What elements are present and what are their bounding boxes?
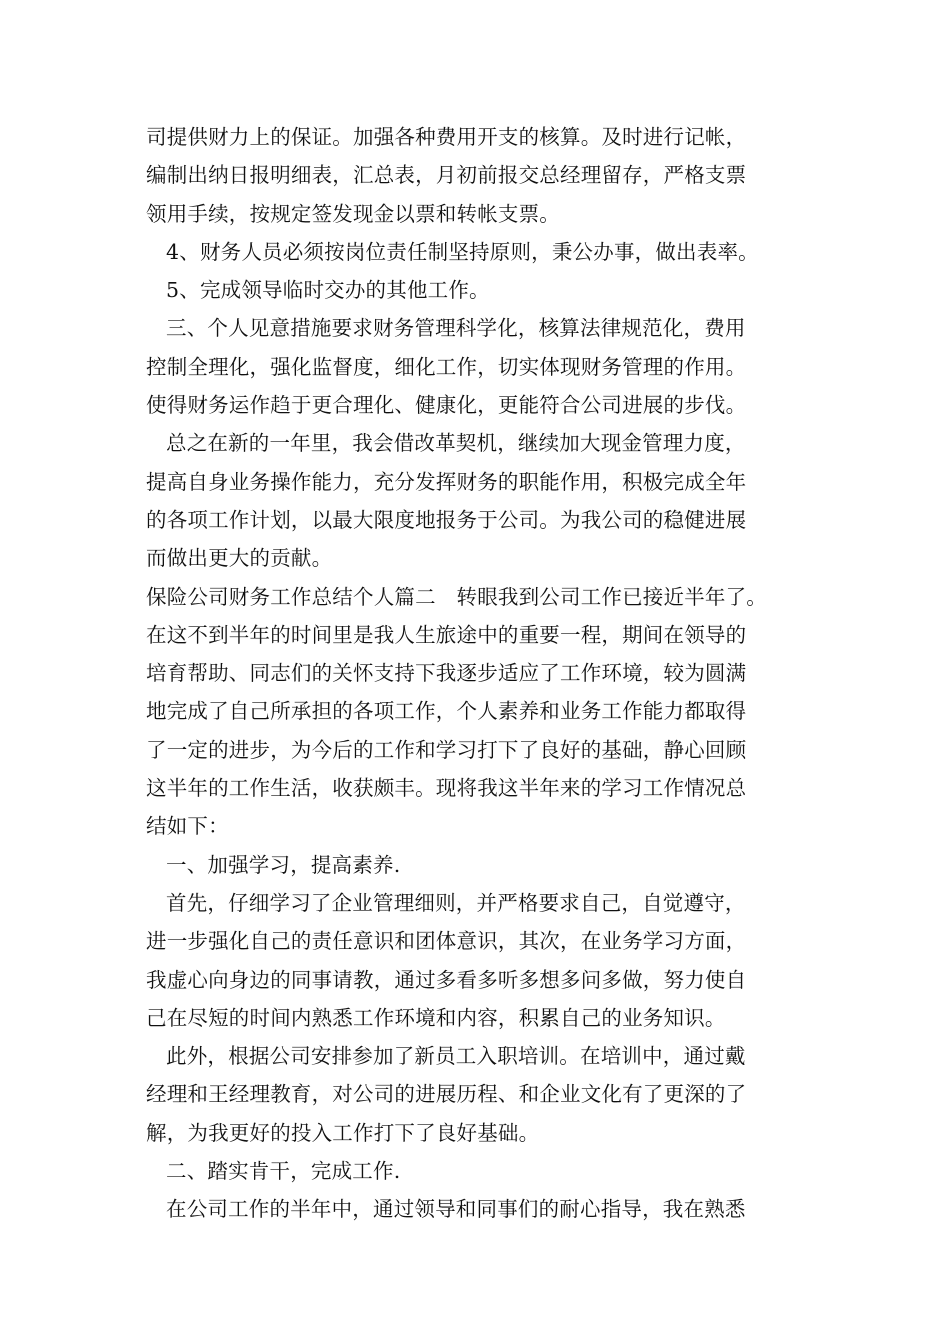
text-line: 5、完成领导临时交办的其他工作。 [166, 278, 490, 303]
text-line: 首先，仔细学习了企业管理细则，并严格要求自己，自觉遵守， [166, 890, 746, 915]
text-line: 总之在新的一年里，我会借改革契机，继续加大现金管理力度， [166, 431, 746, 456]
text-line: 领用手续，按规定签发现金以票和转帐支票。 [146, 201, 560, 226]
text-line: 4、财务人员必须按岗位责任制坚持原则，秉公办事，做出表率。 [166, 239, 759, 264]
text-line: 地完成了自己所承担的各项工作，个人素养和业务工作能力都取得 [146, 699, 747, 724]
section-heading-line: 三、个人见意措施要求财务管理科学化，核算法律规范化，费用 [166, 316, 746, 341]
article-title-line: 保险公司财务工作总结个人篇二 转眼我到公司工作已接近半年了。 [146, 584, 767, 609]
text-line: 使得财务运作趋于更合理化、健康化，更能符合公司进展的步伐。 [146, 393, 747, 418]
text-line: 的各项工作计划，以最大限度地报务于公司。为我公司的稳健进展 [146, 507, 747, 532]
section-heading-line: 二、踏实肯干，完成工作. [166, 1159, 401, 1184]
text-line: 培育帮助、同志们的关怀支持下我逐步适应了工作环境，较为圆满 [146, 661, 747, 686]
text-line: 控制全理化，强化监督度，细化工作，切实体现财务管理的作用。 [146, 354, 747, 379]
text-line: 这半年的工作生活，收获颇丰。现将我这半年来的学习工作情况总 [146, 776, 747, 801]
text-line: 提高自身业务操作能力，充分发挥财务的职能作用，积极完成全年 [146, 469, 747, 494]
text-line: 进一步强化自己的责任意识和团体意识，其次，在业务学习方面， [146, 929, 747, 954]
text-line: 经理和王经理教育，对公司的进展历程、和企业文化有了更深的了 [146, 1082, 747, 1107]
body-text [146, 118, 846, 1229]
text-line: 己在尽短的时间内熟悉工作环境和内容，积累自己的业务知识。 [146, 1005, 726, 1030]
text-line: 在这不到半年的时间里是我人生旅途中的重要一程，期间在领导的 [146, 622, 747, 647]
text-line: 解，为我更好的投入工作打下了良好基础。 [146, 1120, 540, 1145]
text-line: 了一定的进步，为今后的工作和学习打下了良好的基础，静心回顾 [146, 737, 747, 762]
text-line: 我虚心向身边的同事请教，通过多看多听多想多问多做，努力使自 [146, 967, 747, 992]
text-line: 结如下： [146, 814, 229, 839]
text-line: 而做出更大的贡献。 [146, 546, 333, 571]
text-line: 编制出纳日报明细表，汇总表，月初前报交总经理留存，严格支票 [146, 163, 747, 188]
section-heading-line: 一、加强学习，提高素养. [166, 852, 401, 877]
text-line: 司提供财力上的保证。加强各种费用开支的核算。及时进行记帐， [146, 125, 747, 149]
text-line: 在公司工作的半年中，通过领导和同事们的耐心指导，我在熟悉 [166, 1197, 746, 1222]
text-line: 此外，根据公司安排参加了新员工入职培训。在培训中，通过戴 [166, 1044, 746, 1069]
